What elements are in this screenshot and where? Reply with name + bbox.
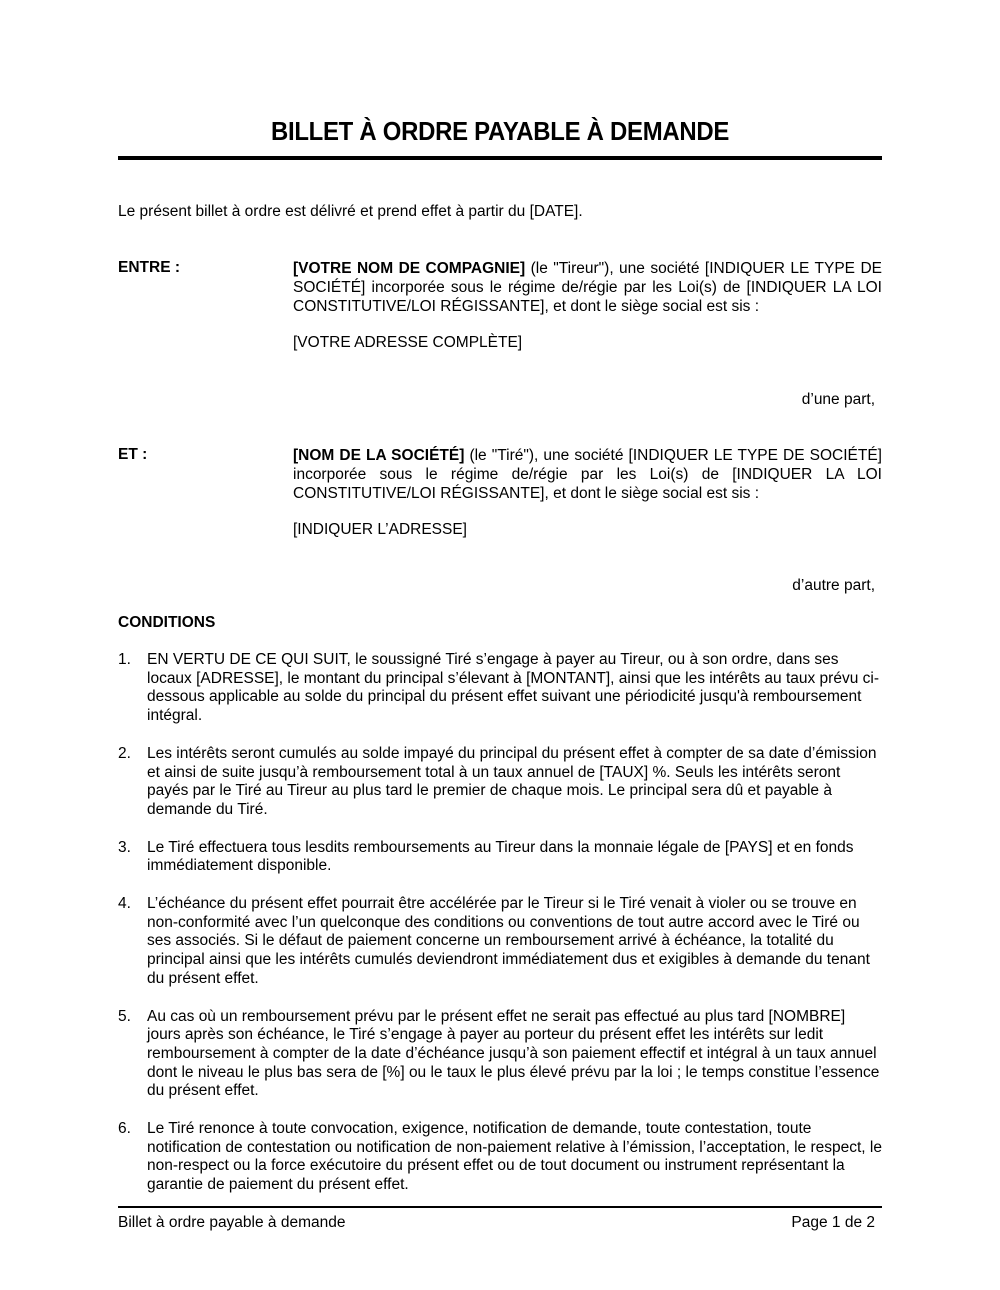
- party-description-tire: [293, 446, 882, 503]
- party-details-tireur: (le "Tireur"), une société [INDIQUER LE TYPE DE SOCIÉTÉ] incorporée sous le régime de/régie par les Loi(s) de [INDIQUER LA LOI CONSTITUTIVE/LOI RÉGISSANTE], et dont le siège social est sis :: [293, 260, 882, 315]
- footer-document-name: Billet à ordre payable à demande: [118, 1214, 346, 1231]
- condition-text: Au cas où un remboursement prévu par le présent effet ne serait pas effectué au plus tard [NOMBRE] jours après son échéance, le Tiré s’engage à payer au porteur du présent effet les intérêts sur ledit remboursement à compter de la date d’échéance jusqu’à son paiement effectif et intégral à un taux annuel dont le niveau le plus bas sera de [%] ou le taux le plus élevé prévu par la loi ; le temps constitue l’essence du présent effet.: [147, 1007, 880, 1100]
- party-description-tireur: [293, 259, 882, 316]
- party-closing-tireur: d’une part,: [801, 391, 875, 408]
- condition-item: [118, 651, 882, 726]
- condition-item: [118, 839, 882, 876]
- condition-text: Le Tiré effectuera tous lesdits remboursements au Tireur dans la monnaie légale de [PAYS] et en fonds immédiatement disponible.: [147, 838, 854, 875]
- condition-number: 2.: [118, 744, 131, 762]
- condition-text: Les intérêts seront cumulés au solde impayé du principal du présent effet à compter de sa date d’émission et ainsi de suite jusqu’à remboursement total à un taux annuel de [TAUX] %. Seuls les intérêts seront payés par le Tiré au Tireur au plus tard le premier de chaque mois. Le principal sera dû et payable à demande du Tiré.: [147, 744, 877, 818]
- party-address-tire: [INDIQUER L’ADRESSE]: [293, 521, 467, 538]
- condition-text: L’échéance du présent effet pourrait être accélérée par le Tireur si le Tiré venait à violer ou se trouve en non-conformité avec l’un quelconque des conditions ou conventions de tout autre accord avec le Tiré ou ses associés. Si le défaut de paiement concerne un remboursement arrivé à échéance, la totalité du principal ainsi que les intérêts cumulés deviendront immédiatement dus et exigibles à demande du tenant du présent effet.: [147, 895, 870, 987]
- condition-number: 3.: [118, 838, 131, 856]
- document-title: BILLET À ORDRE PAYABLE À DEMANDE: [270, 116, 730, 146]
- title-divider: [118, 156, 882, 160]
- condition-item: [118, 745, 882, 820]
- footer-divider: [118, 1206, 882, 1208]
- condition-number: 1.: [118, 651, 131, 668]
- party-closing-tire: d’autre part,: [792, 577, 875, 594]
- party-name-tireur: [VOTRE NOM DE COMPAGNIE]: [293, 260, 526, 277]
- party-name-tire: [NOM DE LA SOCIÉTÉ]: [293, 447, 465, 464]
- intro-paragraph: Le présent billet à ordre est délivré et prend effet à partir du [DATE].: [118, 203, 583, 220]
- condition-text: Le Tiré renonce à toute convocation, exigence, notification de demande, toute contestation, toute notification de contestation ou notification de non-paiement relative à l’émission, l’acceptation, le respect, le non-respect ou la force exécutoire du présent effet ou de tout document ou instrument représentant la garantie de paiement du présent effet.: [147, 1120, 882, 1194]
- footer-page-number: Page 1 de 2: [791, 1214, 875, 1231]
- party-details-tire: (le "Tiré"), une société [INDIQUER LE TYPE DE SOCIÉTÉ] incorporée sous le régime de/régie par les Loi(s) de [INDIQUER LA LOI CONSTITUTIVE/LOI RÉGISSANTE], et dont le siège social est sis :: [293, 447, 882, 502]
- condition-number: 5.: [118, 1007, 131, 1025]
- conditions-heading: CONDITIONS: [118, 614, 216, 631]
- condition-item: [118, 1008, 882, 1102]
- party-address-tireur: [VOTRE ADRESSE COMPLÈTE]: [293, 334, 523, 351]
- party-label-entre: ENTRE :: [118, 259, 180, 276]
- condition-item: [118, 895, 882, 989]
- condition-number: 4.: [118, 895, 131, 913]
- conditions-list: [118, 651, 882, 1214]
- condition-number: 6.: [118, 1120, 131, 1138]
- party-label-et: ET :: [118, 446, 148, 463]
- condition-text: EN VERTU DE CE QUI SUIT, le soussigné Tiré s’engage à payer au Tireur, ou à son ordre, dans ses locaux [ADRESSE], le montant du principal s’élevant à [MONTANT], ainsi que les intérêts au taux prévu ci-dessous applicable au solde du principal du présent effet suivant une périodicité jusqu'à remboursement intégral.: [147, 651, 879, 725]
- condition-item: [118, 1120, 882, 1195]
